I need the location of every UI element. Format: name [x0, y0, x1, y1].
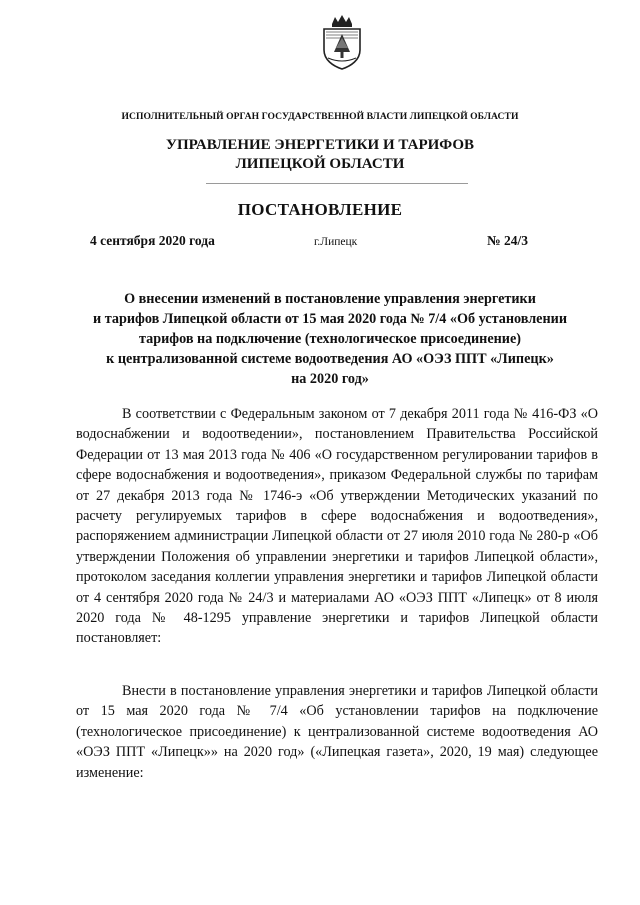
- authority-name: ИСПОЛНИТЕЛЬНЫЙ ОРГАН ГОСУДАРСТВЕННОЙ ВЛАСТИ ЛИПЕЦКОЙ ОБЛАСТИ: [121, 111, 519, 122]
- subject-line-3: тарифов на подключение (технологическое присоединение): [138, 331, 522, 347]
- header-divider: [206, 183, 468, 184]
- body-paragraph-1: В соответствии с Федеральным законом от 7 декабря 2011 года № 416-ФЗ «О водоснабжении и водоотведении», постановлением Правительства Российской Федерации от 13 мая 2013 года № 406 «О государственном регулировании тарифов в сфере водоснабжения и водоотведения», приказом Федеральной службы по тарифам от 27 декабря 2013 года № 1746-э «Об утверждении Методических указаний по расчету регулируемых тарифов в сфере водоснабжения и водоотведения», распоряжением администрации Липецкой области от 27 июля 2010 года № 280-р «Об утверждении Положения об управлении энергетики и тарифов Липецкой области», протоколом заседания коллегии управления энергетики и тарифов Липецкой области от 4 сентября 2020 года № 24/3 и материалами АО «ОЭЗ ППТ «Липецк» от 8 июля 2020 года № 48-1295 управление энергетики и тарифов Липецкой области постановляет:: [76, 406, 598, 647]
- subject-line-4: к централизованной системе водоотведения АО «ОЭЗ ППТ «Липецк»: [106, 351, 554, 367]
- document-number: № 24/3: [487, 233, 528, 248]
- document-type: ПОСТАНОВЛЕНИЕ: [237, 200, 403, 219]
- subject-line-2: и тарифов Липецкой области от 15 мая 2020 года № 7/4 «Об установлении: [92, 311, 568, 327]
- body-paragraph-2: Внести в постановление управления энергетики и тарифов Липецкой области от 15 мая 2020 года № 7/4 «Об установлении тарифов на подключение (технологическое присоединение) к централизованной системе водоотведения АО «ОЭЗ ППТ «Липецк»» на 2020 год» («Липецкая газета», 2020, 19 мая) следующее изменение:: [76, 683, 598, 781]
- department-line-2: ЛИПЕЦКОЙ ОБЛАСТИ: [235, 156, 405, 172]
- subject-line-1: О внесении изменений в постановление управления энергетики: [124, 291, 536, 307]
- department-line-1: УПРАВЛЕНИЕ ЭНЕРГЕТИКИ И ТАРИФОВ: [165, 137, 475, 153]
- document-date: 4 сентября 2020 года: [90, 233, 215, 248]
- coat-of-arms-icon: [318, 14, 366, 70]
- document-subject: [70, 289, 590, 389]
- department-name: [0, 136, 640, 174]
- document-city: г.Липецк: [314, 236, 358, 248]
- subject-line-5: на 2020 год»: [291, 371, 369, 387]
